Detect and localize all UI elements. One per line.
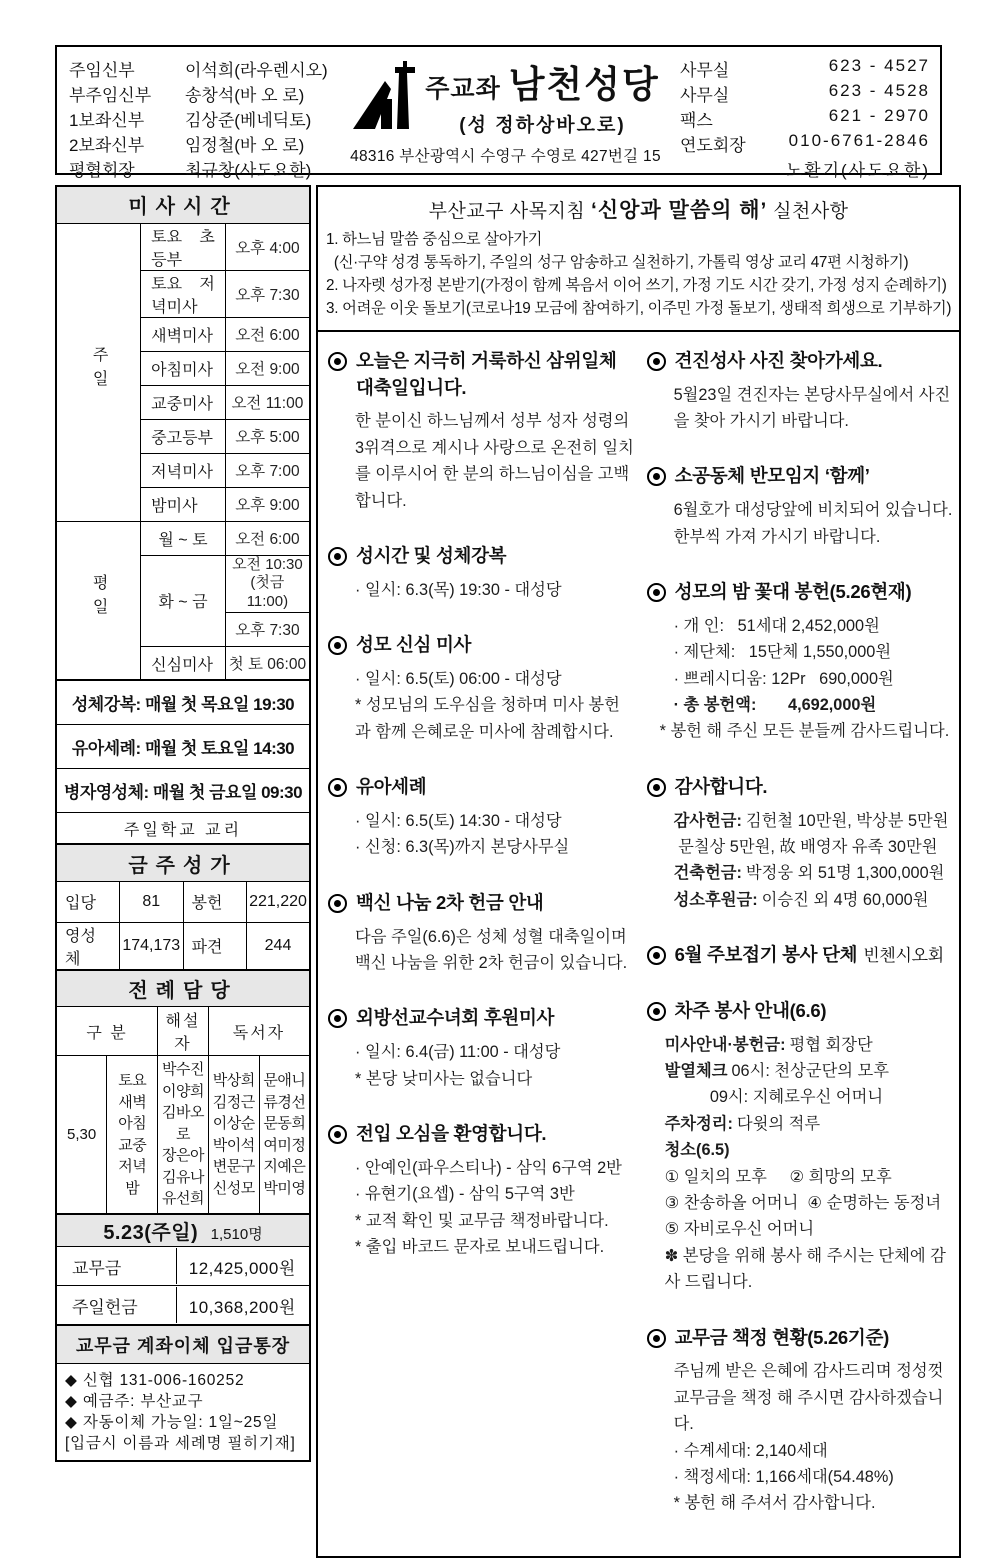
staff-row bbox=[69, 81, 331, 106]
pastoral-title: 부산교구 사목지침 ‘신앙과 말씀의 해’ 실천사항 bbox=[428, 199, 849, 222]
church-address: 48316 부산광역시 수영구 수영로 427번길 15 bbox=[350, 148, 661, 165]
notice-title: 교무금 책정 현황(5.26기준) bbox=[674, 1326, 889, 1348]
notice-title-suffix: 빈첸시오회 bbox=[863, 946, 944, 966]
notice-title: 백신 나눔 2차 헌금 안내 bbox=[356, 891, 544, 913]
notice-mission-sisters-mass: 외방선교수녀회 후원미사 · 일시: 6.4(금) 11:00 - 대성당 * 본당 낮미사는 없습니다 bbox=[328, 1005, 635, 1092]
pastoral-title-highlight: ‘신앙과 말씀의 해’ bbox=[591, 199, 768, 222]
liturgy-readers-2: 문애니 류경선 문동희 여미정 지예은 박미영 bbox=[259, 1056, 310, 1214]
pastoral-line: (신·구약 성경 통독하기, 주일의 성구 암송하고 실천하기, 가톨릭 영상 교리 47편 시청하기) bbox=[326, 253, 909, 271]
notice-infant-baptism: 유아세례 · 일시: 6.5(토) 14:30 - 대성당 · 신청: 6.3(목)까지 본당사무실 bbox=[328, 774, 635, 861]
section-bullet-icon bbox=[328, 1009, 347, 1028]
table-row bbox=[56, 680, 310, 724]
notice-title: 차주 봉사 안내(6.6) bbox=[674, 999, 827, 1021]
church-type: 주교좌 bbox=[425, 75, 501, 103]
section-bullet-icon bbox=[328, 778, 347, 797]
section-bullet-icon bbox=[647, 946, 666, 965]
table-row: 새벽미사 오전 6:00 bbox=[56, 317, 310, 351]
main-content bbox=[316, 185, 961, 1558]
table-row: 밤미사 오후 9:00 bbox=[56, 487, 310, 521]
staff-row bbox=[69, 56, 331, 81]
schedule-label: 유아세례: bbox=[71, 738, 141, 758]
table-row: 주일헌금 10,368,200원 bbox=[56, 1286, 310, 1326]
notice-marian-mass: 성모 신심 미사 · 일시: 6.5(토) 06:00 - 대성당 * 성모님의 도우심을 청하며 미사 봉헌과 함께 은혜로운 미사에 참례합시다. bbox=[328, 632, 635, 745]
attendance-row bbox=[56, 1214, 310, 1247]
table-row: 오후 7:30 bbox=[56, 612, 310, 646]
header bbox=[55, 45, 942, 180]
section-bullet-icon bbox=[328, 352, 347, 371]
staff-row bbox=[69, 156, 331, 181]
attendance-date: 5.23(주일) bbox=[103, 1222, 199, 1244]
table-row: 구 분 해설자 독서자 bbox=[56, 1007, 310, 1056]
notice-title: 오늘은 지극히 거룩하신 삼위일체 대축일입니다. bbox=[356, 349, 617, 398]
contact-row bbox=[680, 106, 930, 131]
mass-time-title: 미사시간 bbox=[56, 186, 310, 223]
staff-row bbox=[69, 106, 331, 131]
table-row: 화 ~ 금 오전 10:30 (첫금 11:00) bbox=[56, 555, 310, 612]
notice-bulletin-folding-group bbox=[647, 942, 954, 969]
pastoral-guideline-box bbox=[318, 187, 959, 332]
section-bullet-icon bbox=[647, 352, 666, 371]
section-bullet-icon bbox=[328, 894, 347, 913]
contact-value: 623 - 4528 bbox=[828, 81, 930, 100]
attendance-count: 1,510명 bbox=[210, 1226, 263, 1243]
account-item: ◆ 예금주: 부산교구 bbox=[65, 1392, 204, 1410]
sunday-school-label: 주일학교 교리 bbox=[56, 812, 310, 844]
notice-welcome-transfers: 전입 오심을 환영합니다. · 안예인(파우스티나) - 삼익 6구역 2반 · 유현기(요셉) - 삼익 5구역 3반 * 교적 확인 및 교무금 책정바랍니다. * 출입 바코드 문자로 보내드립니다. bbox=[328, 1121, 635, 1260]
staff-name: 송창석(바 오 로) bbox=[185, 86, 305, 105]
liturgy-title: 전례담당 bbox=[56, 970, 310, 1007]
pastoral-line: 3. 어려운 이웃 돌보기(코로나19 모금에 참여하기, 이주민 가정 돌보기, 생태적 희생으로 기부하기) bbox=[326, 299, 952, 317]
liturgy-readers-1: 박상희 김정근 이상순 박이석 변문구 신성모 bbox=[208, 1056, 259, 1214]
table-row bbox=[56, 1056, 310, 1214]
notice-title: 견진성사 사진 찾아가세요. bbox=[674, 349, 883, 371]
staff-role: 부주임신부 bbox=[69, 86, 152, 105]
pastoral-line: 1. 하느님 말씀 중심으로 살아가기 bbox=[326, 231, 543, 248]
sidebar bbox=[55, 185, 311, 1558]
table-row: 주일 토요 초등부 오후 4:00 bbox=[56, 223, 310, 270]
church-brand bbox=[337, 54, 674, 166]
hymns-title: 금주성가 bbox=[56, 844, 310, 881]
account-item: [입금시 이름과 세례명 필히기재] bbox=[65, 1434, 296, 1452]
notice-confirmation-photos: 견진성사 사진 찾아가세요. 5월23일 견진자는 본당사무실에서 사진을 찾아 가시기 바랍니다. bbox=[647, 348, 954, 435]
notice-title: 성모 신심 미사 bbox=[356, 634, 472, 656]
schedule-label: 성체강복: bbox=[71, 695, 141, 714]
notice-thanks: 감사합니다. 감사헌금: 김헌철 10만원, 박상분 5만원 문칠상 5만원, 故 배영자 유족 30만원 건축헌금: 박정웅 외 51명 1,300,000원 성소후원금: 이승진 외 4명 60,000원 bbox=[647, 774, 954, 913]
notice-title: 성모의 밤 꽃대 봉헌(5.26현재) bbox=[674, 580, 912, 602]
contact-row bbox=[680, 81, 930, 106]
table-row: 저녁미사 오후 7:00 bbox=[56, 453, 310, 487]
pastoral-line: 2. 나자렛 성가정 본받기(가정이 함께 복음서 이어 쓰기, 가정 기도 시간 갖기, 가정 성지 순례하기) bbox=[326, 276, 947, 294]
staff-name: 김상준(베네딕토) bbox=[185, 111, 312, 130]
account-table bbox=[55, 1324, 311, 1462]
table-row bbox=[56, 812, 310, 844]
contact-label: 사무실 bbox=[680, 86, 730, 105]
church-patron: (성 정하상바오로) bbox=[459, 115, 626, 136]
table-row: 평일 월 ~ 토 오전 6:00 bbox=[56, 521, 310, 555]
table-row: 교중미사 오전 11:00 bbox=[56, 385, 310, 419]
staff-role: 1보좌신부 bbox=[69, 111, 145, 130]
church-name: 남천성당 bbox=[508, 64, 660, 105]
table-row: 토요 저녁미사 오후 7:30 bbox=[56, 270, 310, 317]
contact-value: 623 - 4527 bbox=[828, 56, 930, 75]
section-bullet-icon bbox=[647, 1002, 666, 1021]
section-bullet-icon bbox=[647, 467, 666, 486]
schedule-value: 매월 첫 금요일 09:30 bbox=[152, 782, 303, 802]
fixed-schedule-table bbox=[55, 679, 311, 845]
liturgy-times: 토요 새벽 아침 교중 저녁 밤 bbox=[107, 1056, 158, 1214]
table-row: 교무금 12,425,000원 bbox=[56, 1247, 310, 1286]
staff-role: 주임신부 bbox=[69, 61, 135, 80]
contact-label bbox=[680, 156, 766, 181]
notices bbox=[318, 332, 959, 1556]
notice-small-community-magazine: 소공동체 반모임지 ‘함께’ 6월호가 대성당앞에 비치되어 있습니다. 한부씩 가져 가시기 바랍니다. bbox=[647, 463, 954, 550]
table-row bbox=[56, 768, 310, 812]
table-row: 아침미사 오전 9:00 bbox=[56, 351, 310, 385]
notice-title: 외방선교수녀회 후원미사 bbox=[356, 1007, 555, 1029]
contact-label: 팩스 bbox=[680, 111, 713, 130]
schedule-value: 매월 첫 토요일 14:30 bbox=[144, 738, 295, 758]
contact-value: 621 - 2970 bbox=[828, 106, 930, 125]
notice-holy-hour: 성시간 및 성체강복 · 일시: 6.3(목) 19:30 - 대성당 bbox=[328, 543, 635, 603]
liturgy-date: 5,30 bbox=[56, 1056, 107, 1214]
contact-label: 사무실 bbox=[680, 61, 730, 80]
staff-list bbox=[69, 54, 331, 180]
contact-row bbox=[680, 131, 930, 156]
mass-time-table bbox=[55, 185, 311, 681]
account-item: ◆ 자동이체 가능일: 1일~25일 bbox=[65, 1413, 279, 1431]
staff-role: 2보좌신부 bbox=[69, 136, 145, 155]
notice-flower-offering: 성모의 밤 꽃대 봉헌(5.26현재) · 개 인: 51세대 2,452,000원 · 제단체: 15단체 1,550,000원 · 쁘레시디움: 12Pr 690,000원 · 총 봉헌액: 4,692,000원 * 봉헌 해 주신 모든 분들께 감사드립니다. bbox=[647, 579, 954, 745]
section-bullet-icon bbox=[328, 636, 347, 655]
section-bullet-icon bbox=[647, 778, 666, 797]
section-bullet-icon bbox=[647, 1329, 666, 1348]
liturgy-commentators: 박수진 이양희 김바오로 장은아 김유나 유선희 bbox=[158, 1056, 209, 1214]
table-row: 신심미사 첫 토 06:00 bbox=[56, 646, 310, 680]
notices-left-column bbox=[328, 348, 635, 1546]
sunday-group-label: 주일 bbox=[56, 223, 141, 521]
content bbox=[55, 185, 953, 1558]
table-row: 입당 81 봉헌 221,220 bbox=[56, 881, 310, 922]
schedule-value: 매월 첫 목요일 19:30 bbox=[144, 695, 295, 714]
notice-title: 6월 주보접기 봉사 단체 빈첸시오회 bbox=[674, 944, 944, 966]
section-bullet-icon bbox=[328, 1125, 347, 1144]
section-bullet-icon bbox=[328, 547, 347, 566]
notice-title: 전입 오심을 환영합니다. bbox=[356, 1122, 547, 1144]
contact-row bbox=[680, 156, 930, 181]
notice-trinity: 오늘은 지극히 거룩하신 삼위일체 대축일입니다. 한 분이신 하느님께서 성부 성자 성령의 3위격으로 계시나 사랑으로 온전히 일치를 이루시어 한 분의 하느님이심을 고백합니다. bbox=[328, 348, 635, 514]
hymns-table bbox=[55, 843, 311, 971]
notice-title: 감사합니다. bbox=[674, 775, 768, 797]
notices-right-column bbox=[647, 348, 954, 1546]
table-row: 영성체 174,173 파견 244 bbox=[56, 922, 310, 970]
notice-next-week-service: 차주 봉사 안내(6.6) 미사안내·봉헌금: 평협 회장단 발열체크 06시: 천상군단의 모후 09시: 지혜로우신 어머니 주차정리: 다윗의 적루 청소(6.5) ① 일치의 모후 ② 희망의 모후 ③ 찬송하올 어머니 ④ 순명하는 동정녀 ⑤ 자비로우신 어머니 ✽ 본당을 위해 봉사 해 주시는 단체에 감사 드립니다. bbox=[647, 998, 954, 1296]
notice-vaccine-offering: 백신 나눔 2차 헌금 안내 다음 주일(6.6)은 성체 성혈 대축일이며 백신 나눔을 위한 2차 헌금이 있습니다. bbox=[328, 890, 635, 977]
liturgy-table bbox=[55, 969, 311, 1215]
account-item: ◆ 신협 131-006-160252 bbox=[65, 1371, 245, 1389]
section-bullet-icon bbox=[647, 583, 666, 602]
account-title: 교무금 계좌이체 입금통장 bbox=[56, 1325, 310, 1363]
contact-row bbox=[680, 56, 930, 81]
contact-label: 연도회장 bbox=[680, 136, 746, 155]
contact-value: 노환기(사도요한) bbox=[785, 161, 930, 180]
schedule-label: 병자영성체: bbox=[63, 782, 149, 802]
weekday-group-label: 평일 bbox=[56, 521, 141, 680]
staff-role: 평협회장 bbox=[69, 161, 135, 180]
attendance-table bbox=[55, 1213, 311, 1327]
notice-title: 성시간 및 성체강복 bbox=[356, 544, 507, 566]
notice-tithe-status: 교무금 책정 현황(5.26기준) 주님께 받은 은혜에 감사드리며 정성껏 교무금을 책정 해 주시면 감사하겠습니다. · 수계세대: 2,140세대 · 책정세대: 1,166세대(54.48%) * 봉헌 해 주셔서 감사합니다. bbox=[647, 1325, 954, 1517]
table-row: 중고등부 오후 5:00 bbox=[56, 419, 310, 453]
notice-title: 유아세례 bbox=[356, 776, 427, 798]
staff-name: 임정철(바 오 로) bbox=[185, 136, 305, 155]
staff-name: 최규창(사도요한) bbox=[185, 161, 312, 180]
staff-row bbox=[69, 131, 331, 156]
staff-name: 이석희(라우렌시오) bbox=[185, 61, 328, 80]
account-items bbox=[56, 1363, 310, 1461]
contact-value: 010-6761-2846 bbox=[788, 131, 930, 150]
notice-title: 소공동체 반모임지 ‘함께’ bbox=[674, 465, 870, 487]
contact-list bbox=[680, 54, 930, 180]
table-row bbox=[56, 724, 310, 768]
church-logo-icon bbox=[351, 59, 423, 133]
